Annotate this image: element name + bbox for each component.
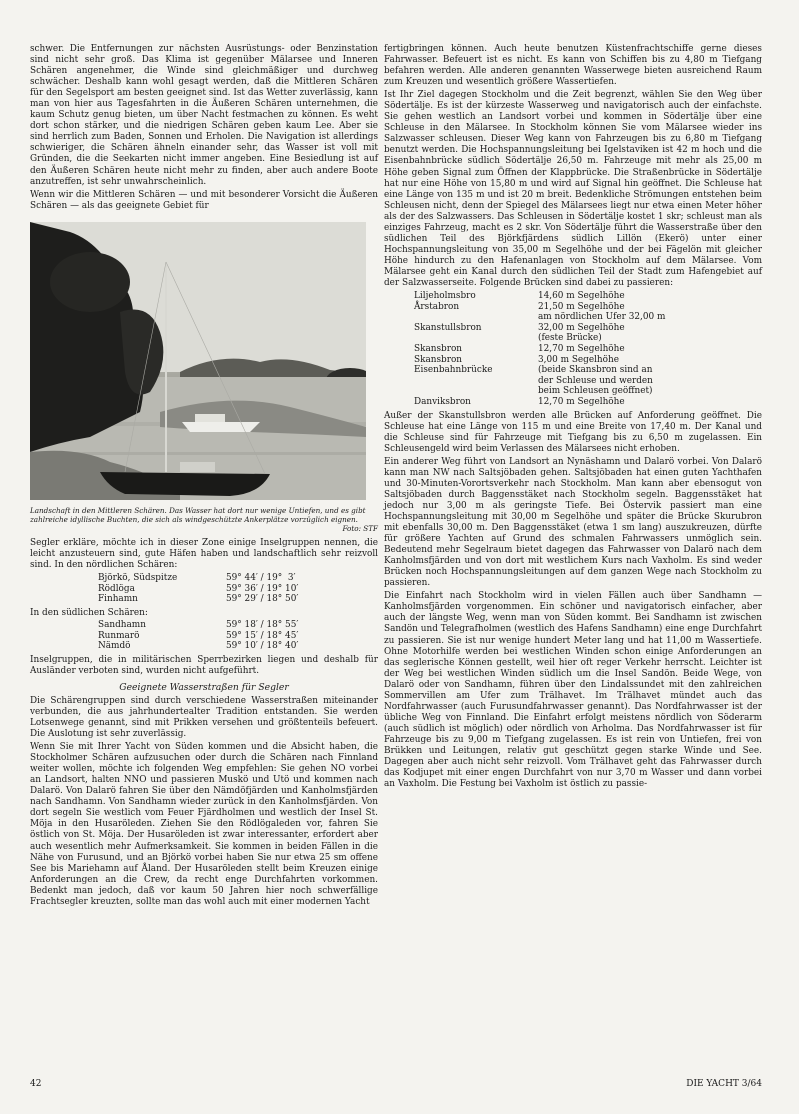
- bridge-clearance: 21,50 m Segelhöhe am nördlichen Ufer 32,00 m: [538, 301, 666, 323]
- list-item: [30, 584, 378, 595]
- list-item: [384, 355, 762, 366]
- paragraph: Ein anderer Weg führt von Landsort an Nynäshamn und Dalarö vorbei. Von Dalarö kann man NW nach Saltsjöbaden gehen. Saltsjöbaden hat einen guten Yachthafen und 30-Minuten-Vorortsverkehr nach Stockholm. Man kann aber ebensogut von Saltsjöbaden durch Baggensstäket nach Stockholm segeln. Baggensstäket hat jedoch nur 3,00 m als geringste Tiefe. Bei Östervik passiert man eine Hochspannungsleitung mit 30,00 m Segelhöhe und später die Brücke Skurubron mit ebenfalls 30,00 m. Den Baggensstäket (etwa 1 sm lang) auszukreuzen, dürfte für größere Yachten auf Grund des schmalen Fahrwassers unmöglich sein. Bedeutend mehr Segelraum bietet dagegen das Fahrwasser von Dalarö nach dem Kanholmsfjärden und von dort mit westlichem Kurs nach Vaxholm. Es sind weder Brücken noch Hochspannungsleitungen auf dem ganzen Wege nach Stockholm zu passieren.: [384, 456, 762, 589]
- list-item: [30, 641, 378, 652]
- paragraph: Wenn wir die Mittleren Schären — und mit besonderer Vorsicht die Äußeren Schären — als das geeignete Gebiet für: [30, 189, 378, 211]
- bridge-list: [384, 291, 762, 408]
- island-position: 59° 18′ / 18° 55′: [226, 620, 299, 631]
- island-name: Sandhamn: [98, 620, 146, 631]
- paragraph: Segler erkläre, möchte ich in dieser Zone einige Inselgruppen nennen, die leicht anzusteuern sind, gute Häfen haben und landschaftlich sehr reizvoll sind. In den nördlichen Schären:: [30, 538, 378, 571]
- list-item: [384, 365, 762, 397]
- paragraph: Ist Ihr Ziel dagegen Stockholm und die Zeit begrenzt, wählen Sie den Weg über Södertälje. Es ist der kürzeste Wasserweg und navigatorisch auch der einfachste. Sie gehen westlich an Landsort vorbei und kommen in Södertälje über eine Schleuse in den Mälarsee. In Stockholm können Sie vom Mälarsee wieder ins Salzwasser schleusen. Dieser Weg kann von Fahrzeugen bis zu 6,80 m Tiefgang benutzt werden. Die Hochspannungsleitung bei Igelstaviken ist 42 m hoch und die Eisenbahnbrücke südlich Södertälje 26,50 m. Fahrzeuge mit mehr als 25,00 m Höhe geben Signal zum Öffnen der Klappbrücke. Die Straßenbrücke in Södertälje hat nur eine Höhe von 15,80 m und wird auf Signal hin geöffnet. Die Schleuse hat eine Länge von 135 m und ist 20 m breit. Bedenkliche Strömungen entstehen beim Schleusen nicht, denn der Spiegel des Mälarsees liegt nur etwa einen Meter höher als der des Salzwassers. Das Schleusen in Södertälje kostet 1 skr; schleust man als einziges Fahrzeug, macht es 2 skr. Von Södertälje führt die Wasserstraße über den südlichen Teil des Björkfjärdens südlich Lillön (Ekerö) unter einer Hochspannungsleitung von 35,00 m Segelhöhe und der bei Fägelön mit gleicher Höhe hindurch zu den Hafenanlagen von Stockholm auf dem Mälarsee. Vom Mälarsee geht ein Kanal durch den südlichen Teil der Stadt zum Hafengebiet auf der Salzwasserseite. Folgende Brücken sind dabei zu passieren:: [384, 90, 762, 288]
- page-footer: [30, 1079, 762, 1089]
- list-item: [384, 291, 762, 302]
- left-column: [30, 44, 378, 910]
- bridge-clearance: 12,70 m Segelhöhe: [538, 396, 625, 407]
- paragraph: Wenn Sie mit Ihrer Yacht von Süden kommen und die Absicht haben, die Stockholmer Schären aufzusuchen oder durch die Schären nach Finnland weiter wollen, möchte ich folgenden Weg empfehlen: Sie gehen NO vorbei an Landsort, halten NNO und passieren Muskö und Utö und kommen nach Dalarö. Von Dalarö fahren Sie über den Nämdöfjärden und Kanholmsfjärden nach Sandhamn. Von Sandhamn wieder zurück in den Kanholmsfjärden. Von dort segeln Sie westlich vom Feuer Fjärdholmen und westlich der Insel St. Möja in den Husaröleden. Ziehen Sie den Rödlögaleden vor, fahren Sie östlich von St. Möja. Der Husaröleden ist zwar interessanter, erfordert aber auch wesentlich mehr Aufmerksamkeit. Sie kommen in beiden Fällen in die Nähe von Furusund, und an Björkö vorbei haben Sie nur etwa 25 sm offene See bis Mariehamn auf Åland. Der Husaröleden stellt beim Kreuzen einige Anforderungen an die Crew, da recht enge Durchfahrten vorkommen. Bedenkt man jedoch, daß vor kaum 50 Jahren hier noch schwerfällige Frachtsegler kreuzten, sollte man das wohl auch mit einer modernen Yacht: [30, 742, 378, 907]
- list-item: [384, 302, 762, 323]
- paragraph: Die Schärengruppen sind durch verschiedene Wasserstraßen miteinander verbunden, die aus jahrhundertealter Tradition entstanden. Sie werden Lotsenwege genannt, sind mit Prikken versehen und größtenteils befeuert. Die Auslotung ist sehr zuverlässig.: [30, 695, 378, 740]
- publication-name: DIE YACHT 3/64: [686, 1079, 762, 1089]
- caption-text: Landschaft in den Mittleren Schären. Das Wasser hat dort nur wenige Untiefen, und es gibt zahlreiche idyllische Buchten, die sich als windgeschützte Ankerplätze vorzüglich eignen.: [30, 505, 366, 524]
- bridge-name: Skansbron: [414, 354, 463, 365]
- paragraph: Inselgruppen, die in militärischen Sperrbezirken liegen und deshalb für Ausländer verboten sind, wurden nicht aufgeführt.: [30, 654, 378, 676]
- photo-credit: Foto: STF: [342, 524, 378, 534]
- list-item: [384, 397, 762, 408]
- bridge-clearance: (beide Skansbron sind an der Schleuse und werden beim Schleusen geöffnet): [538, 365, 653, 397]
- bridge-name: Skanstullsbron: [414, 322, 482, 333]
- island-name: Finhamn: [98, 594, 138, 605]
- bridge-name: Skansbron: [414, 344, 463, 354]
- photo-caption: [30, 505, 378, 534]
- bridge-clearance: 12,70 m Segelhöhe: [538, 344, 625, 354]
- island-name: Runmarö: [98, 630, 140, 641]
- bridge-name: Årstabron: [414, 301, 460, 312]
- paragraph: schwer. Die Entfernungen zur nächsten Ausrüstungs- oder Benzinstation sind nicht sehr groß. Das Klima ist gegenüber Mälarsee und Inneren Schären angenehmer, die Winde sind gleichmäßiger und durchweg schwächer. Deshalb kann wohl gesagt werden, daß die Mittleren Schären für den Segelsport am besten geeignet sind. Ist das Wetter zuverlässig, kann man von hier aus Tagesfahrten in die Äußeren Schären unternehmen, die kaum Schutz genug bieten, um über Nacht festmachen zu können. Es weht dort schon stärker, und die niedrigen Schären geben kaum Lee. Aber sie sind herrlich zum Baden, Sonnen und Erholen. Die Navigation ist allerdings schwieriger, die Schären ähneln einander sehr, das Wasser ist voll mit Gründen, die die Seekarten nicht immer angeben. Eine Besiedlung ist auf den Äußeren Schären heute nicht mehr zu finden, aber auch andere Boote anzutreffen, ist sehr unwahrscheinlich.: [30, 44, 378, 187]
- bridge-clearance: 32,00 m Segelhöhe (feste Brücke): [538, 322, 625, 344]
- island-position: 59° 10′ / 18° 40′: [226, 641, 299, 652]
- list-item: [30, 594, 378, 605]
- bridge-name: Eisenbahnbrücke: [414, 365, 493, 376]
- paragraph: Außer der Skanstullsbron werden alle Brücken auf Anforderung geöffnet. Die Schleuse hat eine Länge von 115 m und eine Breite von 17,40 m. Der Kanal und die Schleuse sind für Fahrzeuge mit Tiefgang bis zu 6,50 m zugelassen. Ein Schleusengeld wird beim Verlassen des Mälarsees nicht erhoben.: [384, 410, 762, 454]
- list-item: [30, 573, 378, 584]
- bridge-clearance: 14,60 m Segelhöhe: [538, 291, 625, 302]
- archipelago-photo: [30, 222, 366, 500]
- island-position: 59° 29′ / 18° 50′: [226, 594, 299, 605]
- island-position: 59° 44′ / 19° 3′: [226, 573, 296, 584]
- bridge-name: Danviksbron: [414, 396, 471, 407]
- north-islands-list: [30, 573, 378, 605]
- paragraph: fertigbringen können. Auch heute benutzen Küstenfrachtschiffe gerne dieses Fahrwasser. Befeuert ist es nicht. Es kann von Schiffen bis zu 4,80 m Tiefgang befahren werden. Alle anderen genannten Wasserwege bieten ausreichend Raum zum Kreuzen und wesentlich größere Wassertiefen.: [384, 44, 762, 88]
- list-item: [30, 631, 378, 642]
- south-islands-list: [30, 620, 378, 652]
- bridge-clearance: 3,00 m Segelhöhe: [538, 354, 619, 365]
- island-position: 59° 36′ / 19° 10′: [226, 583, 299, 594]
- island-name: Björkö, Südspitze: [98, 573, 178, 584]
- bridge-name: Liljeholmsbro: [414, 291, 476, 302]
- island-name: Rödlöga: [98, 583, 135, 594]
- list-item: [384, 344, 762, 355]
- photo-illustration: [30, 222, 366, 500]
- island-position: 59° 15′ / 18° 45′: [226, 630, 299, 641]
- island-name: Nämdö: [98, 641, 131, 652]
- list-item: [384, 323, 762, 344]
- right-column: [384, 44, 762, 792]
- paragraph: Die Einfahrt nach Stockholm wird in vielen Fällen auch über Sandhamn — Kanholmsfjärden vorgenommen. Ein schöner und navigatorisch einfacher, aber auch der längste Weg, wenn man von Süden kommt. Bei Sandhamn ist zwischen Sandön und Telegrafholmen (westlich des Hafens Sandhamn) eine enge Durchfahrt zu passieren. Sie ist nur wenige hundert Meter lang und hat 11,00 m Wassertiefe. Ohne Motorhilfe werden bei westlichen Winden schon einige Anforderungen an das seglerische Können gestellt, weil hier oft reger Verkehr herrscht. Leichter ist der Weg bei westlichen Winden südlich um die Insel Sandön. Beide Wege, von Dalarö oder von Sandhamn, führen über den Lindalssundet mit den zahlreichen Sommervillen am Ufer zum Trälhavet. Im Trälhavet mündet auch das Nordfahrwasser (auch Furusundfahrwasser genannt). Das Nordfahrwasser ist der übliche Weg von Finnland. Die Einfahrt erfolgt meistens nördlich von Söderarm (auch südlich ist möglich) oder nördlich von Arholma. Das Nordfahrwasser ist für Fahrzeuge bis zu 9,00 m Tiefgang zugelassen. Es ist rein von Untiefen, frei von Brükken und Leitungen, relativ gut geschützt gegen starke Winde und See. Dagegen aber auch nicht sehr reizvoll. Vom Trälhavet geht das Fahrwasser durch das Kodjupet mit einer engen Durchfahrt von nur 3,70 m Wasser und dann vorbei an Vaxholm. Die Festung bei Vaxholm ist östlich zu passie-: [384, 591, 762, 790]
- list-item: [30, 620, 378, 631]
- section-heading: Geeignete Wasserstraßen für Segler: [119, 681, 289, 693]
- south-islands-label: In den südlichen Schären:: [30, 608, 148, 619]
- page-number: 42: [30, 1079, 42, 1089]
